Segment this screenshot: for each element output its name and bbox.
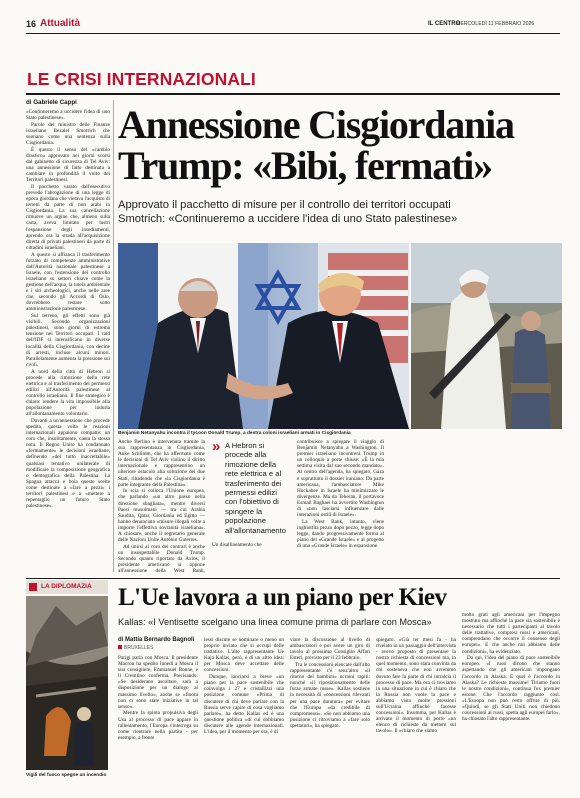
paragraph: spiegato. «Già ter mesi fa - ha rivelato in un passaggio dell'intervista - avevo proposto di presentare la nostra richiesta di concessioni ma, in quel momento, sono stata convinta da chi sosteneva che non avremmo dovuto fare la parte di chi intralcia il processo di pace. Ma ora ci troviamo in una situazione in cui è chiaro che la Russia non vuole la pace e abbiamo visto molte pressioni sull'Ucraina affinché facesse concessioni». Insomma, per Kallas è arrivato il momento di porre «un elenco di richieste da mettere sul tavolo». Il «chiaro che siamo (376, 637, 456, 735)
pullquote-text: A Hebron si procede alla rimozione della rete elettrica e al trasferimento dei permessi edilizi con l'obiettivo di spingere la popolazione all'allontanamento (225, 441, 286, 535)
article-column-3 (297, 439, 384, 573)
issue-date: MERCOLEDÌ 11 FEBBRAIO 2026 (456, 21, 535, 27)
paragraph: Mentre la spinta propulsiva degli Usa al processo di pace appare in rallentamento, l'Europa s'interroga su come rientrare nella partita - per esempio, a fronte (118, 710, 198, 741)
article2-headline: L'Ue lavora a un piano per Kiev (118, 584, 447, 611)
article2-subhead: Kallas: «I Ventisette scelgano una linea comune prima di parlare con Mosca» (118, 617, 432, 627)
paragraph: La West Bank, intanto, viene inghiottita pezzo dopo pezzo, legge dopo legge, dando progressivamente forma al piano del «Grande Israele» e al progetto di una «Grande Israele» in espansione. (297, 518, 384, 550)
article2-photo-caption: Vigili del fuoco spegne un incendio (26, 773, 107, 778)
article2-column-5 (462, 612, 560, 793)
paragraph: In scia si colloca l'Unione europea, che parlando «un altro passo nella direzione sbagliata», mentre diversi Paesi musulmani — tra cui Arabia Saudita, Qatar, Giordania ed Egitto — hanno denunciato «misure illegali volte a imporre l'effettiva sovranità israeliana». A chiosare, anche il segretario generale delle Nazioni Unite António Guterres. (118, 488, 205, 544)
settlers-photo-illustration (411, 243, 562, 429)
section-name: Attualità (40, 18, 80, 29)
paragraph: Ad unirsi al coro dei contrari è anche un insospettabile Donald Trump. Secondo quanto riportato da Axios, il presidente americano si oppone all'annessione della West Bank, (118, 543, 205, 573)
paragraph: Da qui, l'idea del piano di pace sostenibile europeo. «I russi dicono che stanno aspettando che gli americani impongano l'accordo in Alaska. E quel è l'accordo in Alaska? Le richieste massime! Tiriamo fuori le nostre condizioni», continua l'ex premier estone. Che l'accordo raggiunto così. «L'Europa non può certo offrire di più. «Quindi, se gli Stati Uniti non chiedono concessioni ai russi, spetta agli europei farlo», ha chiosato l'alto rappresentante. (462, 655, 560, 723)
article-column-2b (212, 542, 292, 573)
section-label: LE CRISI INTERNAZIONALI (27, 69, 256, 89)
section-marker (29, 583, 37, 591)
subhead-line-2: Smotrich: «Continueremo a uccidere l'idea di uno Stato palestinese» (118, 212, 458, 225)
paragraph: Il pacchetto varato dall'esecutivo prevede l'abrogazione di una legge di epoca giordana che vietava l'acquisto di terreni da parte di non arabi in Cisgiordania. La sua cancellazione rimuove un argine che, almeno sulla carta, aveva limitato per lustri l'espansione degli insediamenti, aprendo ora la strada all'acquisizione diretta di privati palestinesi da parte di cittadini israeliani. (26, 183, 110, 251)
article2-top-rule (26, 578, 560, 579)
paragraph: lessi discute se nominare o meno un proprio inviato che si occupi delle trattative. L'alto rappresentante Ue Kaja Kallas, però, è di un altro idea: per Mosca deve accettare delle concessioni. (204, 637, 284, 674)
paragraph: viare la discussione al livello di ambasciatori e poi avere un giro di tavolo al prossimo Consiglio Affari Esteri, previsto per il 23 febbraio. (290, 637, 370, 662)
article2-section-label: LA DIPLOMAZIA (41, 583, 92, 590)
headline-line-2: Trump: «Bibi, fermati» (118, 143, 492, 188)
paragraph: Sul terreno, gli effetti sono già visibili. Secondo organizzazioni palestinesi, sono giorni di estrema tensione nei Territori occupati. I raid dell'IDF si intensificano in diverse località della Cisgiordania, con decine di arresti, incluse alcuni minori. Parallelamente aumenta la pressione sui civili. (26, 313, 110, 368)
paragraph: Davanti a un'annessione che procede spedita, questa volta le reazioni internazionali appaiono compatte: un coro che, insolitamente, canta la stessa nota. Il Regno Unito ha condannato «fermamente» le decisioni israeliane, definendo «del tutto inaccettabile» qualsiasi tentativo unilaterale di modificare la composizione geografica o demografica della Palestina. La Spagna attacca e boia queste scelte come destinate a «fare a pezzi» i territori palestinesi e a «mettere a repentaglio un futuro Stato palestinese». (26, 417, 110, 510)
page-number: 16 (26, 19, 37, 29)
article-column-2 (118, 439, 205, 573)
photo-fire (26, 596, 108, 770)
photo-settlers (411, 243, 562, 429)
header-divider (26, 33, 560, 34)
dateline-icon (118, 645, 122, 649)
paragraph: A questo si affianca il trasferimento forzato di competenze amministrative dall'Autorità nazionale palestinese a Israele, con l'estensione del controllo israeliano su settori chiave come la gestione dell'acqua, la tutela ambientale e i siti archeologici, anche nelle aree che, secondo gli Accordi di Oslo, dovrebbero restare sotto amministrazione palestinese. (26, 251, 110, 313)
subheadline (118, 199, 562, 226)
article2-byline: di Mattia Bernardo Bagnoli (118, 637, 195, 643)
photo-caption: Benjamin Netanyahu incontra il tycoon Donald Trump, a destra coloni israeliani armati in Cisgiordania (118, 431, 351, 436)
newspaper-name: IL CENTRO (428, 21, 461, 27)
article2-column-3 (290, 637, 370, 793)
page-header (26, 18, 560, 32)
article2-column-4 (376, 637, 456, 793)
paragraph: Un disallineamento che (212, 542, 262, 548)
fire-photo-illustration (26, 596, 108, 770)
paragraph: Parigi parla con Mosca. Il presidente Macron ha spedito lunedì a Mosca il suo consigliere, Emmanuel Bonne, e il Cremlino conferma. Precisando: «Se desiderano ascoltare, sarà a disposizione per un dialogo al massimo livello», anche se «finora non ci sono state iniziative in tal senso». (118, 655, 198, 710)
section-underline (26, 93, 560, 95)
dateline-text: BRUXELLES (124, 645, 154, 651)
headline (118, 104, 562, 186)
article2-column-2 (204, 637, 284, 793)
paragraph: Parole del ministro delle Finanze israeliano Bezalel Smotrich che suonano come una sentenza sulla Cisgiordania. (26, 121, 110, 147)
column-rule (113, 100, 114, 572)
paragraph: «Continueremo a uccidere l'idea di uno Stato palestinese». (26, 109, 110, 122)
meeting-photo-illustration (118, 243, 409, 429)
paragraph: Anche Berlino è intervenuta tramite la sua rappresentanza in Cisgiordania, Anke Schlimm, che ha affermato come le decisioni di Tel Aviv violino il diritto internazionale e rappresentino un ulteriore ostacolo alla soluzione dei due Stati, ribadendo che «la Cisgiordania è parte integrante della Palestina». (118, 439, 205, 488)
article2-section-box (26, 580, 108, 594)
pullquote-mark: » (212, 438, 221, 455)
paragraph: Dunque, lanciarsi a breve «un piano per la pace sostenibile che coinvolga i 27 e cristallizzi una posizione comune «Prima di discutere di chi deve parlare con la Russia serve capire di cosa vogliamo parlare», ha detto Kallas ed è una questione politica «di cui dobbiamo discutere alle agende internazionali. L'idea, per il momento per ora, è di (204, 674, 284, 735)
paragraph: È questo il senso del «cambio drastico» approvato nei giorni scorsi dal gabinetto di sicurezza di Tel Aviv: una annessione di fatto destinata a cambiare in profondità il volto dei Territori palestinesi. (26, 146, 110, 184)
article-column-1 (26, 109, 110, 573)
article2-column-1 (118, 655, 198, 793)
paragraph: molto grati agli americani per l'impegno mostrato ma affinché la pace sia sostenibile è necessario che tutti i partecipanti al tavolo delle trattative, compresi russi e americani, comprendano che occorre il consenso degli europei». E che anche noi abbiamo delle condizioni», ha evidenziato. (462, 612, 560, 655)
headline-line-1: Annessione Cisgiordania (118, 102, 514, 147)
article2-dateline (118, 645, 153, 651)
subhead-line-1: Approvato il pacchetto di misure per il controllo dei territori occupati (118, 199, 451, 211)
paragraph: Tra le concessioni elencate dall'alto rappresentante c'è senz'altro «il ritorno dei bambini» ucraini rapiti: nonché «il riposizionamento delle forze armate russe». Kallas sostiene la necessità di «concessioni rilevanti per una pace duratura» per evitare che l'Europa «da credibile di compromessi». «Se non abbiamo una posizione ci ritroviamo a «fare solo spettatori», ha spiegato. (290, 661, 370, 729)
byline: di Gabriele Cappi (26, 99, 77, 106)
photo-meeting (118, 243, 409, 429)
paragraph: contribuisce a spiegare il viaggio di Benjamin Netanyahu a Washington. Il premier israeliano incontrerà Trump in un colloquio a porte chiuse: «È la mia settima visita dal suo secondo mandato». Al centro dell'agenda, ha spiegato, Gaza e soprattutto il dossier iraniano. Da parte americana, l'ambasciatore Mike Huckabee in Israele ha minimizzato le divergenze. Ma da Teheran, il portavoce Esmail Baghaei ha avvertito Washington di «non lasciarsi influenzare dalle interazioni ostili di Israele». (297, 439, 384, 519)
paragraph: A nord della città di Hebron si procede alla rimozione della rete elettrica e al trasferimento dei permessi edilizi all'Autorità palestinese al controllo israeliano. Il fine strategico è chiaro: rendere la vita impossibile alla popolazione per indurla all'allontanamento volontario. (26, 368, 110, 418)
